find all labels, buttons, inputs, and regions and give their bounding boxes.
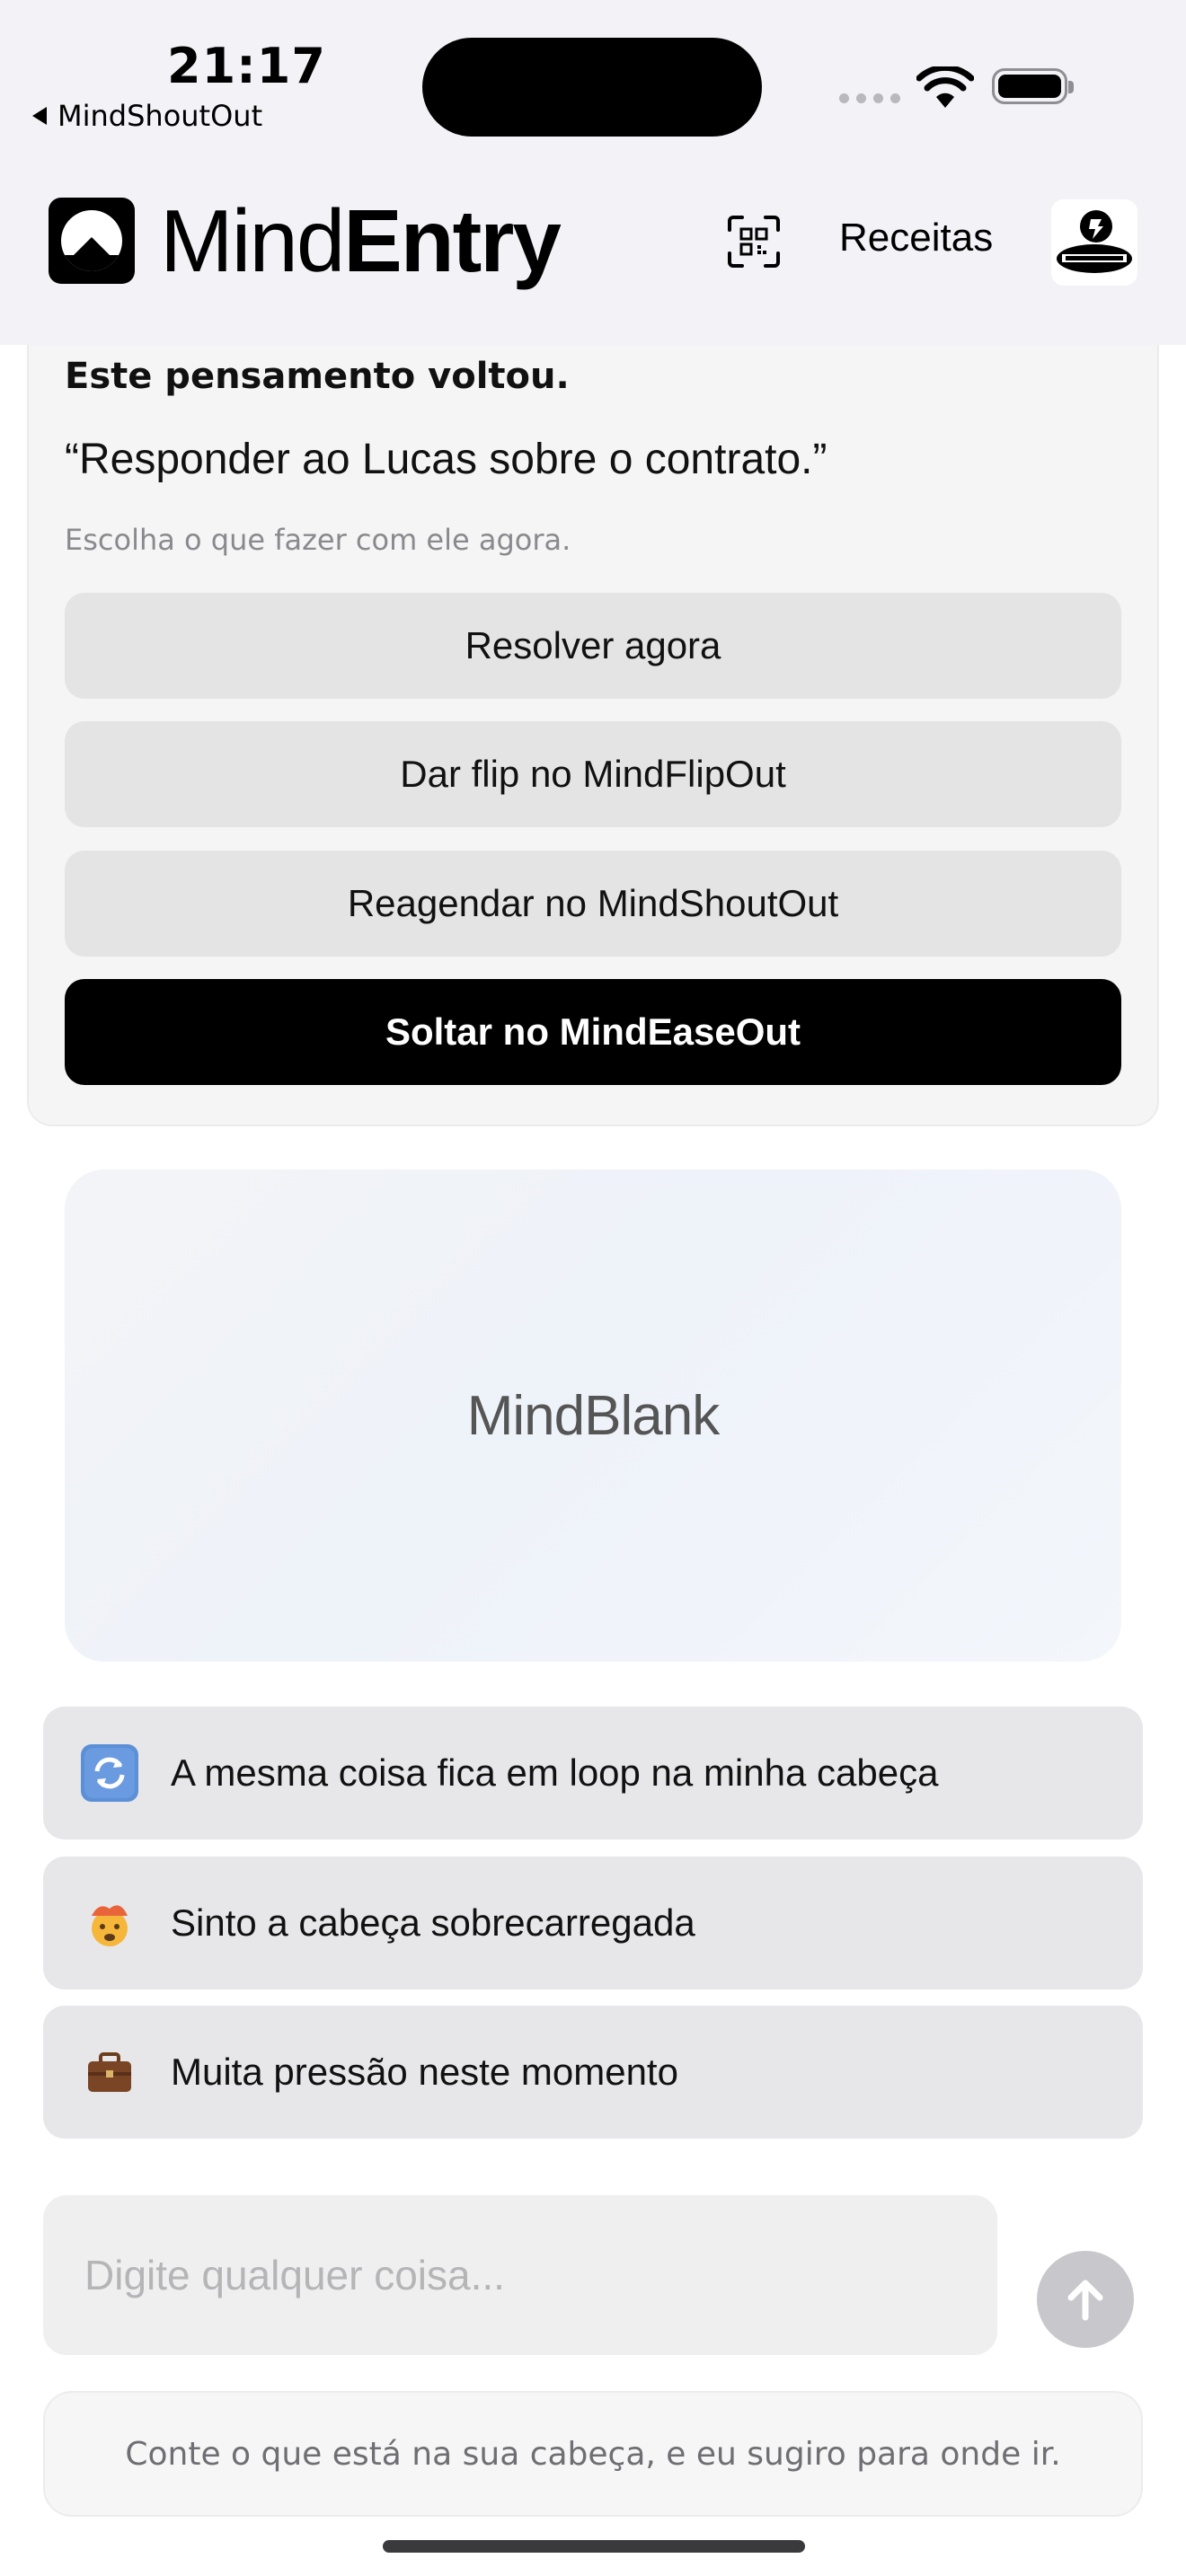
suggestion-item[interactable] (43, 1857, 1143, 1989)
send-button[interactable] (1037, 2251, 1134, 2348)
profile-avatar[interactable] (1051, 199, 1137, 286)
status-time: 21:17 (167, 38, 326, 94)
brand-title-light: Mind (160, 191, 344, 290)
suggestion-text: Muita pressão neste momento (171, 2051, 678, 2093)
exploding-head-icon (81, 1894, 138, 1952)
suggestion-text: Sinto a cabeça sobrecarregada (171, 1901, 695, 1944)
wifi-icon (916, 66, 974, 110)
qr-scan-icon[interactable] (726, 214, 782, 269)
resolve-now-button[interactable]: Resolver agora (65, 593, 1121, 699)
suggestion-text: A mesma coisa fica em loop na minha cabeça (171, 1751, 939, 1794)
dynamic-island (422, 38, 762, 137)
arrow-up-icon (1058, 2272, 1112, 2326)
home-indicator[interactable] (383, 2540, 805, 2553)
release-mindeaseout-button[interactable]: Soltar no MindEaseOut (65, 979, 1121, 1085)
message-input[interactable] (43, 2195, 997, 2355)
suggestion-item[interactable] (43, 1707, 1143, 1839)
brand-title-bold: Entry (343, 191, 560, 290)
brand-title (160, 187, 560, 296)
suggestion-item[interactable] (43, 2006, 1143, 2139)
mindentry-logo-icon (49, 198, 135, 284)
back-to-app-link[interactable] (32, 99, 262, 133)
briefcase-icon (81, 2043, 138, 2101)
mindblank-panel[interactable] (65, 1169, 1121, 1662)
mindsbop-avatar-icon (1051, 199, 1137, 286)
top-bar (0, 0, 1186, 345)
thought-quote: “Responder ao Lucas sobre o contrato.” (65, 436, 828, 483)
footer-hint: Conte o que está na sua cabeça, e eu sugiro para onde ir. (43, 2391, 1143, 2517)
back-app-label: MindShoutOut (58, 99, 263, 133)
flip-mindflipout-button[interactable]: Dar flip no MindFlipOut (65, 721, 1121, 827)
mindblank-label: MindBlank (466, 1384, 720, 1447)
battery-icon (992, 68, 1067, 104)
reschedule-mindshoutout-button[interactable]: Reagendar no MindShoutOut (65, 851, 1121, 957)
card-title: Este pensamento voltou. (65, 356, 570, 397)
back-arrow-icon (32, 107, 47, 125)
signal-dots-icon (839, 93, 900, 103)
recipes-link[interactable]: Receitas (839, 216, 994, 260)
loop-arrows-icon (81, 1744, 138, 1802)
card-hint: Escolha o que fazer com ele agora. (65, 523, 571, 557)
